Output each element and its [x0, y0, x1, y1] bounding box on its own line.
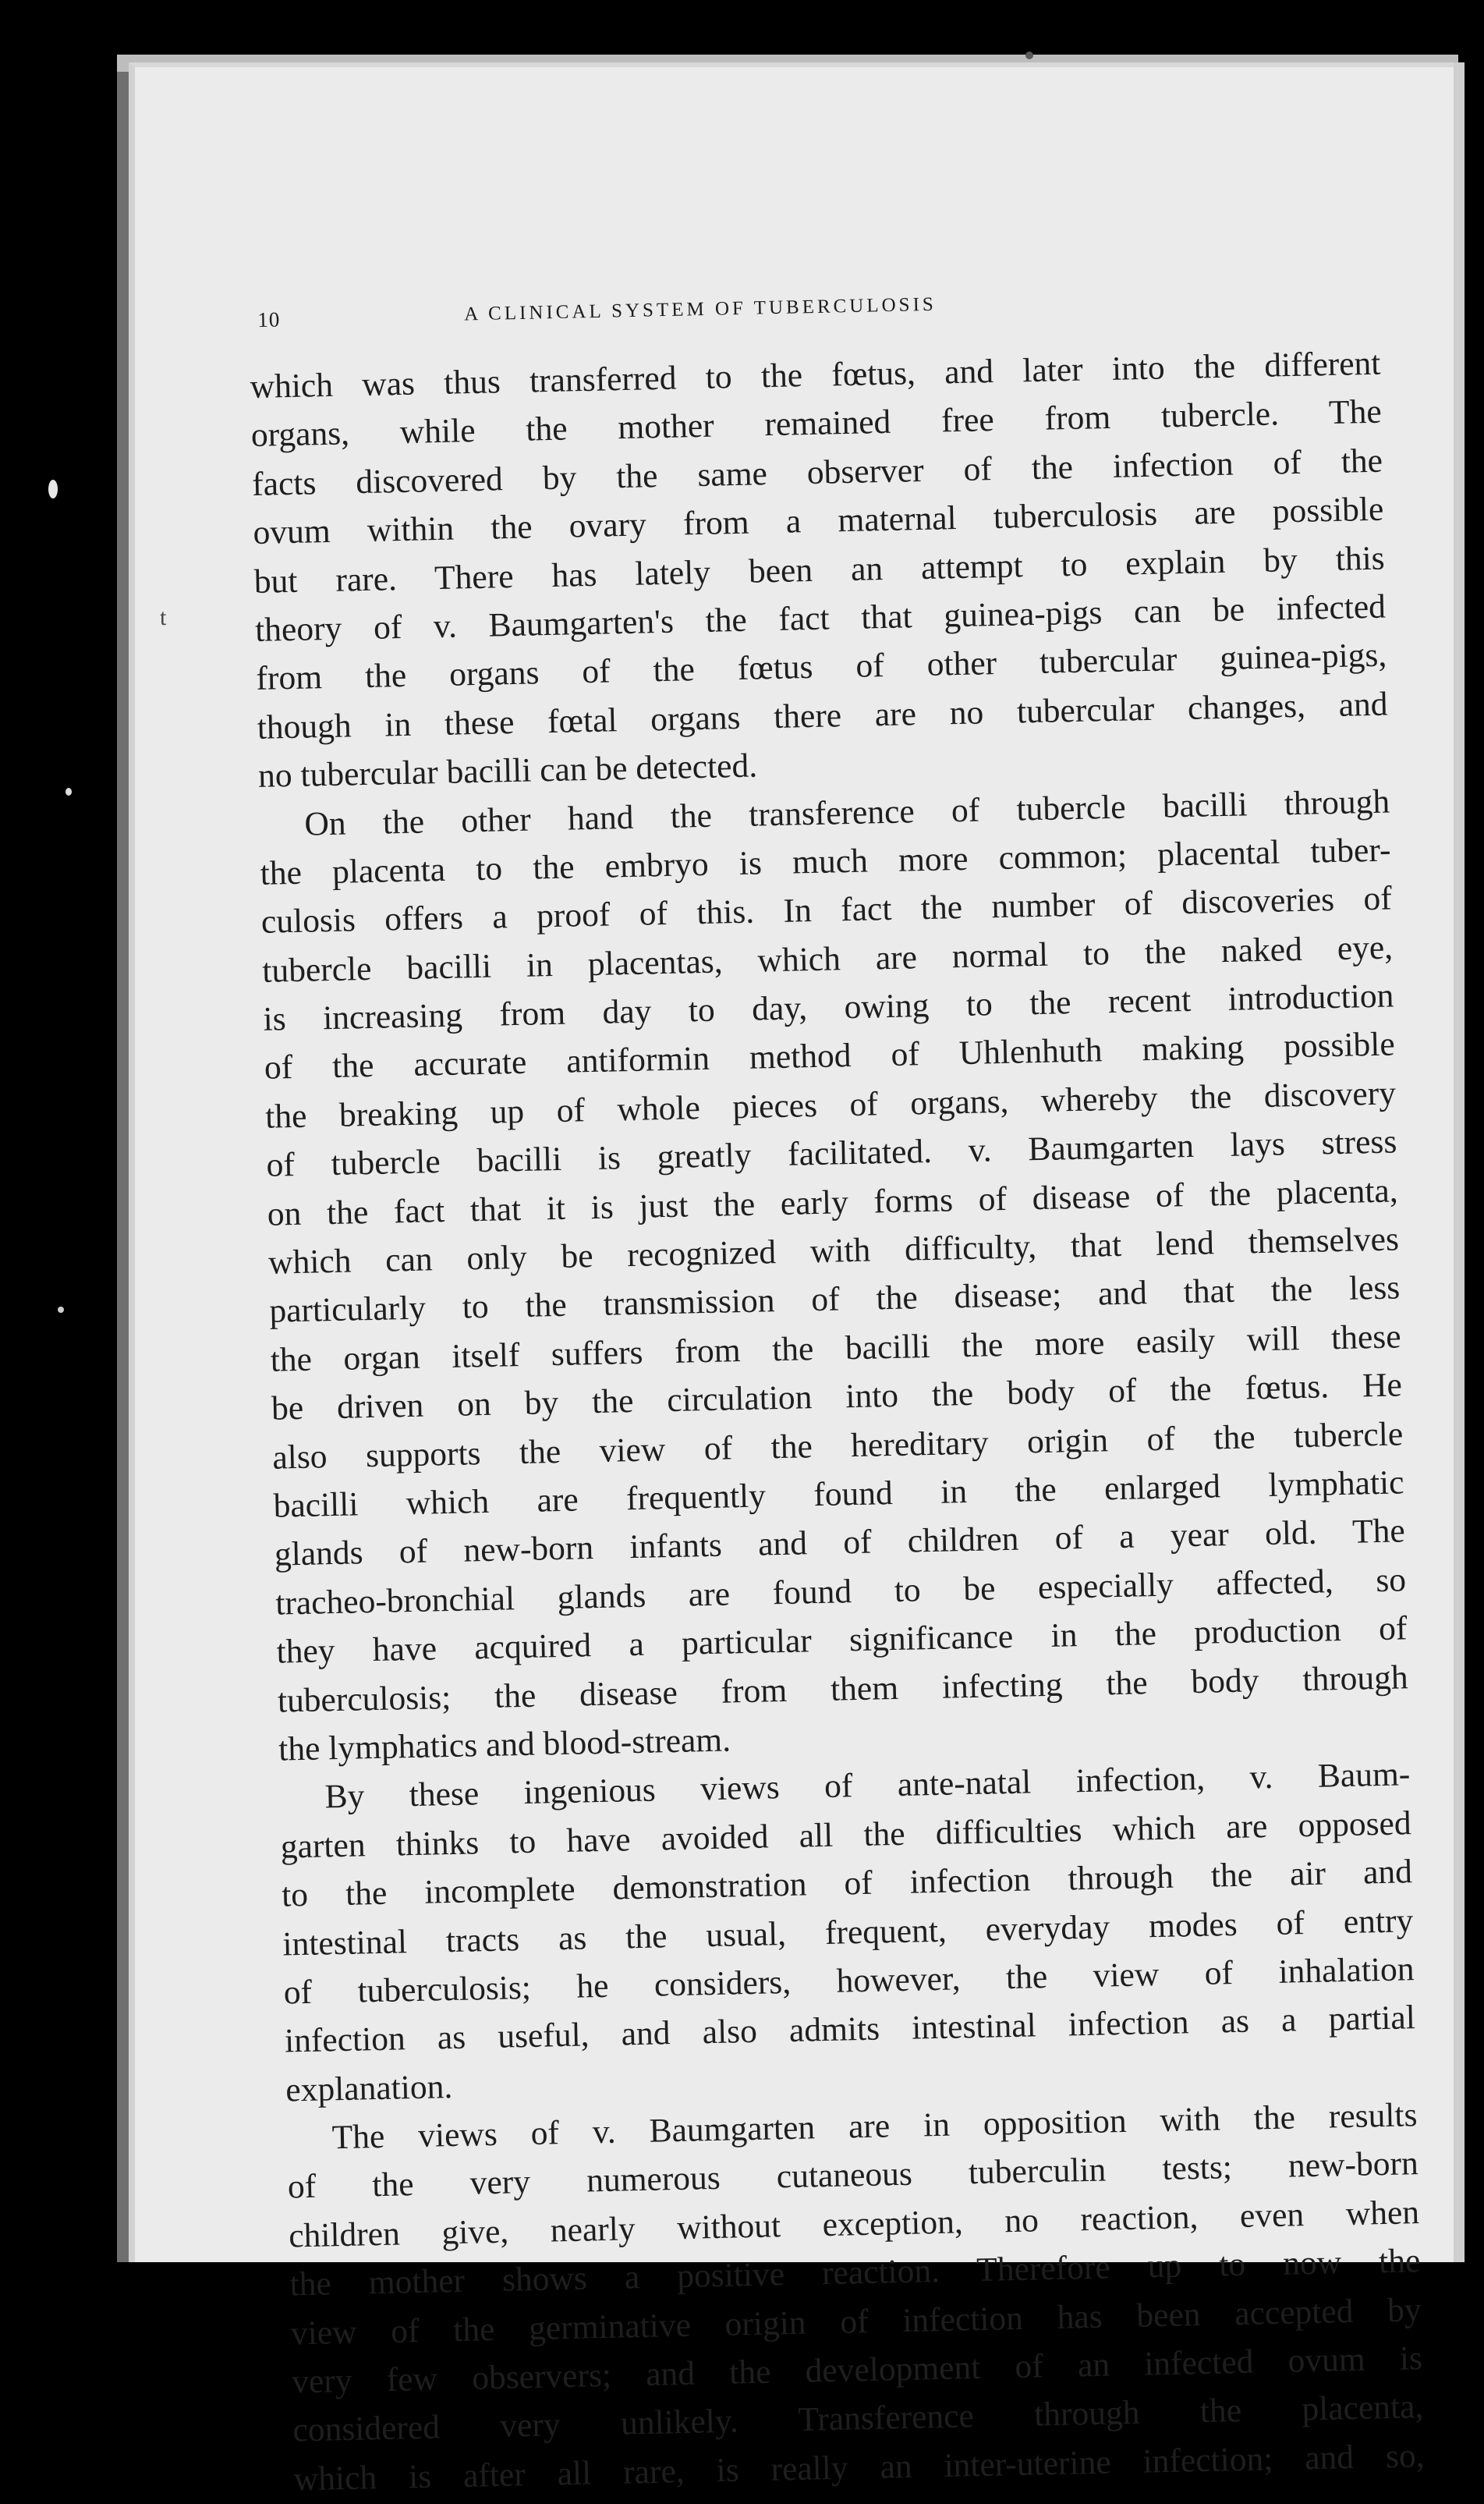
- text-line: theory of v. Baumgarten's the fact that guinea-pigs can be infected: [254, 587, 1387, 649]
- text-line: they have acquired a particular significance in the production of: [276, 1609, 1408, 1671]
- dust-speck: [48, 480, 58, 498]
- margin-mark: t: [160, 605, 167, 630]
- text-line: intestinal tracts as the usual, frequent, everyday modes of entry: [282, 1901, 1414, 1963]
- text-line: but rare. There has lately been an attempt to explain by this: [253, 539, 1386, 601]
- text-line: be driven on by the circulation into the body of the fœtus. He: [271, 1366, 1403, 1428]
- text-line: infection as useful, and also admits intestinal infection as a partial: [284, 1999, 1416, 2060]
- text-line: is increasing from day to day, owing to the recent introduction: [263, 977, 1394, 1038]
- text-line: the organ itself suffers from the bacilli the more easily will these: [270, 1318, 1401, 1379]
- text-line: the breaking up of whole pieces of organs, whereby the discovery: [264, 1074, 1397, 1136]
- text-line: On the other hand the transference of tubercle bacilli through: [303, 782, 1390, 843]
- text-line: the mother shows a positive reaction. Therefore up to now the: [289, 2242, 1421, 2304]
- dust-speck: [58, 1307, 64, 1313]
- text-line: which can only be recognized with difficulty, that lend themselves: [267, 1220, 1400, 1282]
- text-line: no tubercular bacilli can be detected.: [257, 747, 758, 796]
- text-line: on the fact that it is just the early forms of disease of the placenta,: [267, 1172, 1399, 1233]
- text-line: culosis offers a proof of this. In fact the number of discoveries of: [260, 879, 1393, 942]
- text-line: tuberculosis; the disease from them infecting the body through: [277, 1658, 1409, 1720]
- text-line: organs, while the mother remained free from tubercle. The: [250, 393, 1383, 455]
- body-text: [250, 338, 1484, 2504]
- text-line: garten thinks to have avoided all the difficulties which are opposed: [280, 1804, 1412, 1866]
- text-line: of the very numerous cutaneous tuberculin tests; new-born: [287, 2144, 1419, 2206]
- text-line: of tuberculosis; he considers, however, the view of inhalation: [283, 1950, 1415, 2012]
- text-line: the lymphatics and blood-stream.: [278, 1721, 731, 1768]
- text-line: from the organs of the fœtus of other tubercular guinea-pigs,: [255, 636, 1387, 698]
- text-line: though in these fœtal organs there are no tubercular changes, and: [257, 685, 1388, 747]
- running-title: A CLINICAL SYSTEM OF TUBERCULOSIS: [463, 293, 937, 325]
- text-line: facts discovered by the same observer of the infection of the: [251, 442, 1383, 503]
- text-line: particularly to the transmission of the disease; and that the less: [268, 1268, 1401, 1331]
- text-line: ovum within the ovary from a maternal tuberculosis are possible: [253, 490, 1384, 552]
- text-line: By these ingenious views of ante-natal infection, v. Baum-: [324, 1755, 1411, 1816]
- page-number: 10: [257, 307, 281, 332]
- text-line: of the accurate antiformin method of Uhlenhuth making possible: [264, 1025, 1396, 1087]
- text-line: The views of v. Baumgarten are in opposition with the results: [331, 2096, 1418, 2157]
- text-line: view of the germinative origin of infection has been accepted by: [290, 2290, 1422, 2353]
- text-line: very few observers; and the development of an infected ovum is: [291, 2339, 1423, 2401]
- dust-speck: [1025, 51, 1033, 59]
- text-line: explanation.: [285, 2067, 453, 2109]
- text-line: which was thus transferred to the fœtus, and later into the different: [250, 344, 1381, 406]
- text-line: considered very unlikely. Transference through the placenta,: [292, 2388, 1424, 2449]
- text-line: tubercle bacilli in placentas, which are normal to the naked eye,: [261, 928, 1394, 990]
- text-line: to the incomplete demonstration of infection through the air and: [281, 1853, 1413, 1914]
- text-line: glands of new-born infants and of children of a year old. The: [274, 1512, 1406, 1574]
- dust-speck: [66, 788, 72, 796]
- text-line: bacilli which are frequently found in the enlarged lymphatic: [273, 1463, 1404, 1525]
- text-line: the placenta to the embryo is much more common; placental tuber-: [260, 831, 1391, 892]
- text-line: also supports the view of the hereditary origin of the tubercle: [271, 1414, 1404, 1477]
- text-line: which is after all rare, is really an inter-uterine infection; and so,: [293, 2436, 1426, 2499]
- text-line: of tubercle bacilli is greatly facilitated. v. Baumgarten lays stress: [266, 1123, 1397, 1185]
- text-line: tracheo-bronchial glands are found to be especially affected, so: [274, 1561, 1407, 1623]
- text-line: children give, nearly without exception, no reaction, even when: [288, 2193, 1420, 2255]
